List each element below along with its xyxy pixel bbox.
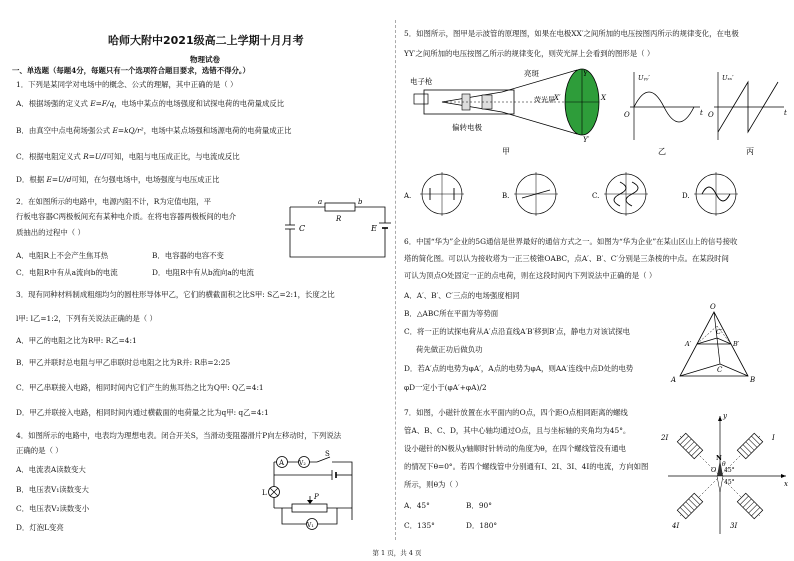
q5-fig-yp: Y′: [583, 136, 590, 144]
q5-fig-yi: 乙: [658, 147, 666, 156]
q5-fig-bing: 丙: [746, 147, 754, 156]
q4-fig-ammeter-label: A: [279, 459, 285, 467]
q7-option-d: D．180°: [466, 521, 498, 530]
q3-option-b: B．甲乙并联时总电阻与甲乙串联时总电阻之比为R并: R串=2:25: [16, 358, 231, 367]
q5-option-a-graph: [403, 172, 464, 216]
q6-line3: 可认为顶点O处固定一正的点电荷，则在这段时间内下列说法中正确的是（ ）: [404, 271, 657, 280]
q7-option-a: A．45°: [404, 501, 430, 510]
q3-option-c: C．甲乙串联接入电路，相同时间内它们产生的焦耳热之比为Q甲: Q乙=4:1: [16, 383, 264, 392]
q7-fig-theta: θ: [722, 461, 726, 468]
q6-fig-o: O: [710, 303, 716, 311]
q6-fig-cp: C′: [716, 328, 723, 336]
q6-option-d1: D．若A′点的电势为φA′，A点的电势为φA，则AA′连线中点D处的电势: [404, 364, 634, 373]
q1-option-a: A．根据场强的定义式 E=F/q，电场中某点的电场强度和试探电荷的电荷量成反比: [16, 99, 285, 108]
left-column: [0, 0, 395, 561]
subject-title: 物理试卷: [190, 55, 220, 64]
q2-fig-label-r: R: [336, 215, 342, 223]
q7-line1: 7．如图，小磁针放置在水平面内的O点，四个距O点相同距离的螺线: [404, 408, 628, 417]
q2-circuit-figure: [285, 195, 390, 267]
q6-fig-a: A: [671, 376, 677, 384]
q7-fig-angle1: 45°: [724, 467, 735, 474]
q6-fig-c: C: [717, 366, 723, 374]
q5-line2: YY′之间所加的电压按图乙所示的规律变化，则荧光屏上会看到的图形是（ ）: [404, 49, 655, 58]
q1-option-d: D．根据 E=U/d可知，在匀强电场中，电场强度与电压成正比: [16, 175, 220, 184]
q4-fig-p-label: P: [314, 493, 319, 501]
q6-option-c2: 荷先做正功后做负功: [416, 345, 483, 354]
q2-fig-label-e: E: [371, 224, 377, 233]
q7-option-c: C．135°: [404, 521, 435, 530]
q5-option-b-graph: [502, 172, 558, 216]
section-heading: 一、单选题（每题4分，每题只有一个选项符合题目要求，选错不得分。）: [12, 66, 250, 75]
page-footer: 第 1 页，共 4 页: [372, 549, 422, 557]
exam-title: 哈师大附中2021级高二上学期十月月考: [108, 34, 304, 47]
q5-fig-gun: 电子枪: [410, 77, 433, 86]
q4-option-a: A．电流表A读数变大: [16, 465, 86, 474]
q5-fig-t1: t: [700, 109, 703, 117]
q7-fig-i2: 2I: [661, 434, 669, 442]
q6-option-a: A．A′、B′、C′三点的电场强度相同: [404, 291, 520, 300]
q5-fig-jia: 甲: [502, 147, 510, 156]
q4-fig-v2-label: V₂: [299, 460, 306, 467]
q1-stem: 1．下列是某同学对电场中的概念、公式的理解，其中正确的是（ ）: [16, 80, 238, 89]
q4-option-b: B．电压表V₁读数变大: [16, 485, 89, 494]
q7-fig-angle2: 45°: [724, 479, 735, 486]
q4-fig-l-label: L: [262, 489, 267, 497]
q4-line1: 4．如图所示的电路中，电表均为理想电表。闭合开关S，当滑动变阻器滑片P向左移动时，下列说法: [16, 431, 342, 440]
q5-fig-t2: t: [784, 109, 787, 117]
q5-line1: 5．如图所示，图甲是示波管的原理图，如果在电极XX′之间所加的电压按图丙所示的规律变化，在电极: [404, 29, 739, 38]
q5-opt-b: B.: [502, 192, 510, 200]
q7-line5: 所示，则θ为（ ）: [404, 480, 463, 489]
q2-option-c: C．电阻R中有从a流向b的电流: [16, 268, 118, 277]
q2-option-b: B．电容器的电容不变: [152, 251, 224, 260]
q6-fig-b: B: [750, 376, 756, 384]
q5-fig-o1: O: [624, 111, 630, 119]
q7-solenoid-d-icon: [737, 493, 762, 518]
q5-opt-d: D.: [682, 192, 690, 200]
q7-fig-x: x: [784, 480, 788, 488]
q7-fig-i1: I: [772, 434, 775, 442]
q7-solenoid-c-icon: [677, 493, 702, 518]
q5-fig-spot: 亮斑: [524, 69, 539, 78]
q5-opt-a: A.: [404, 192, 412, 200]
q7-line3: 设小磁针的N极从y轴顺时针转动的角度为θ，在四个螺线管没有通电: [404, 444, 627, 453]
q7-line2: 管A、B、C、D，其中心轴均通过O点，且与坐标轴的夹角均为45°。: [404, 426, 631, 435]
q7-fig-i3: 3I: [730, 522, 738, 530]
q5-fig-o2: O: [708, 111, 714, 119]
q2-fig-label-c: C: [299, 224, 306, 233]
q2-fig-label-a: a: [318, 198, 323, 206]
q4-rheostat-icon: [292, 504, 327, 512]
q5-option-d-graph: [682, 172, 738, 216]
q5-fig-deflect: 偏转电极: [452, 123, 482, 132]
q6-option-d2: φD一定小于(φA′+φA)/2: [404, 383, 487, 392]
q5-oscilloscope-figure: [402, 62, 792, 157]
q2-line3: 质抽出的过程中（ ）: [16, 228, 85, 237]
q7-fig-o: O: [711, 466, 717, 474]
q7-line4: 的情况下θ=0°。若四个螺线管中分别通有I、2I、3I、4I的电流，方向如图: [404, 462, 649, 471]
q4-line2: 正确的是（ ）: [16, 446, 63, 455]
q4-circuit-figure: [262, 450, 362, 540]
q7-fig-n: N: [716, 454, 722, 462]
q6-fig-ap: A′: [685, 340, 692, 348]
q5-fig-uxx: Uₓₓ′: [722, 74, 734, 82]
q6-line1: 6．中国“华为”企业的5G通信是世界最好的通信方式之一。如图为“华为企业”在某山区山上的信号接收: [404, 237, 738, 246]
q2-line2: 行板电容器C两极板间充有某种电介质。在将电容器两极板间的电介: [16, 212, 236, 221]
q6-option-b: B．△ABC所在平面为等势面: [404, 309, 499, 318]
q6-fig-bp: B′: [733, 340, 740, 348]
column-divider: [395, 20, 396, 540]
q5-fig-screen: 荧光屏: [534, 96, 555, 104]
q2-option-d: D．电阻R中有从b流向a的电流: [152, 268, 254, 277]
q5-options-figure: [402, 160, 792, 220]
q5-fig-uyy: Uᵧᵧ′: [638, 74, 650, 82]
q7-option-b: B．90°: [466, 501, 492, 510]
q1-option-c: C．根据电阻定义式 R=U/I可知，电阻与电压成正比，与电流成反比: [16, 152, 240, 161]
q2-line1: 2．在如图所示的电路中，电源内阻不计，R为定值电阻，平: [16, 197, 212, 206]
q4-fig-s-label: S: [325, 450, 330, 458]
q7-solenoid-figure: [660, 410, 792, 538]
q2-option-a: A．电阻R上不会产生焦耳热: [16, 251, 109, 260]
q3-option-d: D．甲乙并联接入电路，相同时间内通过横截面的电荷量之比为q甲: q乙=4:1: [16, 408, 269, 417]
q5-opt-c: C.: [592, 192, 600, 200]
q4-option-d: D．灯泡L变亮: [16, 523, 64, 532]
q6-line2: 塔的简化图。可以认为接收塔为一正三棱锥OABC，点A′、B′、C′分别是三条棱的中点。在某段时间: [404, 254, 729, 263]
q7-fig-i4: 4I: [672, 522, 680, 530]
q1-option-b: B．由真空中点电荷场强公式 E=kQ/r²，电场中某点场强和场源电荷的电荷量成正比: [16, 126, 292, 135]
q3-line1: 3．现有同种材料制成粗细均匀的圆柱形导体甲乙，它们的横截面积之比S甲: S乙=2:1，长度之比: [16, 290, 335, 299]
q3-line2: l甲: l乙=1:2，下列有关说法正确的是（ ）: [16, 314, 157, 323]
q4-option-c: C．电压表V₂读数变小: [16, 504, 90, 513]
q5-fig-y: Y: [583, 70, 588, 78]
q5-fig-x: X: [601, 94, 606, 102]
q6-option-c1: C．将一正的试探电荷从A′点沿直线A′B′移到B′点，静电力对该试探电: [404, 327, 631, 336]
q3-option-a: A．甲乙的电阻之比为R甲: R乙=4:1: [16, 336, 137, 345]
q5-fig-xp: X′: [554, 94, 561, 102]
q6-tower-figure: [670, 302, 760, 386]
q2-fig-label-b: b: [358, 198, 363, 206]
q4-fig-v1-label: V₁: [307, 522, 314, 529]
right-column: [398, 0, 794, 561]
q5-option-c-graph: [592, 172, 648, 216]
q7-fig-y: y: [723, 412, 727, 420]
